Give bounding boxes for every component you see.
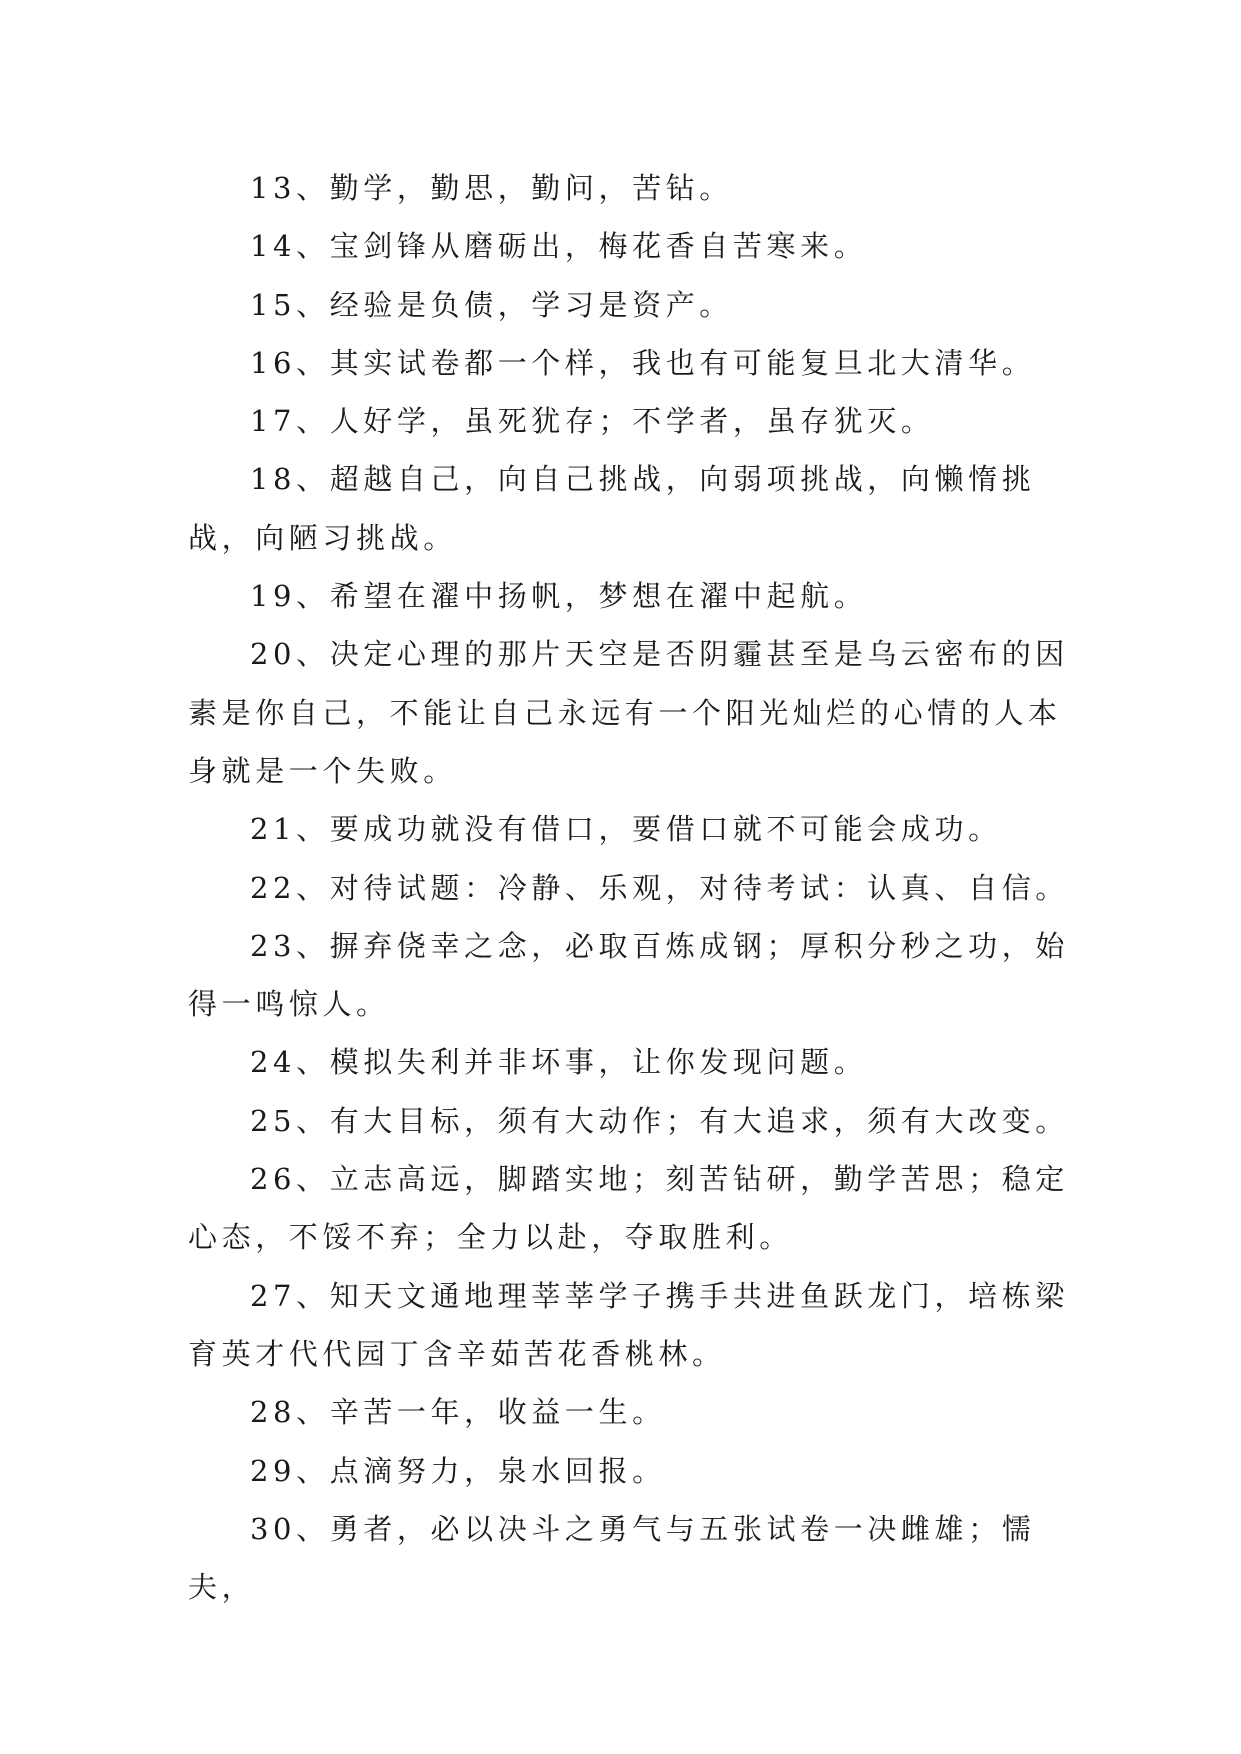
paragraph-26: 26、立志高远，脚踏实地；刻苦钻研，勤学苦思；稳定心态，不馁不弃；全力以赴，夺取胜利。 xyxy=(188,1162,1069,1255)
paragraph-16: 16、其实试卷都一个样，我也有可能复旦北大清华。 xyxy=(250,345,1036,380)
paragraph-22: 22、对待试题：冷静、乐观，对待考试：认真、自信。 xyxy=(250,870,1069,905)
paragraph-13: 13、勤学，勤思，勤问，苦钻。 xyxy=(250,171,733,205)
paragraph-28: 28、辛苦一年，收益一生。 xyxy=(250,1395,666,1430)
paragraph-27: 27、知天文通地理莘莘学子携手共进鱼跃龙门，培栋梁育英才代代园丁含辛茹苦花香桃林。 xyxy=(188,1278,1069,1371)
paragraph-17: 17、人好学，虽死犹存；不学者，虽存犹灭。 xyxy=(250,404,935,439)
paragraph-25: 25、有大目标，须有大动作；有大追求，须有大改变。 xyxy=(250,1103,1069,1138)
paragraph-24: 24、模拟失利并非坏事，让你发现问题。 xyxy=(250,1045,868,1080)
paragraph-23: 23、摒弃侥幸之念，必取百炼成钢；厚积分秒之功，始得一鸣惊人。 xyxy=(188,928,1069,1022)
paragraph-29: 29、点滴努力，泉水回报。 xyxy=(250,1453,666,1488)
paragraph-21: 21、要成功就没有借口，要借口就不可能会成功。 xyxy=(250,812,1002,847)
paragraph-20: 20、决定心理的那片天空是否阴霾甚至是乌云密布的因素是你自己，不能让自己永远有一个阳光灿烂的心情的人本身就是一个失败。 xyxy=(188,637,1069,788)
document-body xyxy=(188,159,1078,1616)
paragraph-30: 30、勇者，必以决斗之勇气与五张试卷一决雌雄；懦夫， xyxy=(188,1511,1036,1605)
paragraph-19: 19、希望在濯中扬帆，梦想在濯中起航。 xyxy=(250,579,868,614)
paragraph-15: 15、经验是负债，学习是资产。 xyxy=(250,287,733,322)
paragraph-18: 18、超越自己，向自己挑战，向弱项挑战，向懒惰挑战，向陋习挑战。 xyxy=(188,462,1036,555)
paragraph-14: 14、宝剑锋从磨砺出，梅花香自苦寒来。 xyxy=(250,229,868,264)
